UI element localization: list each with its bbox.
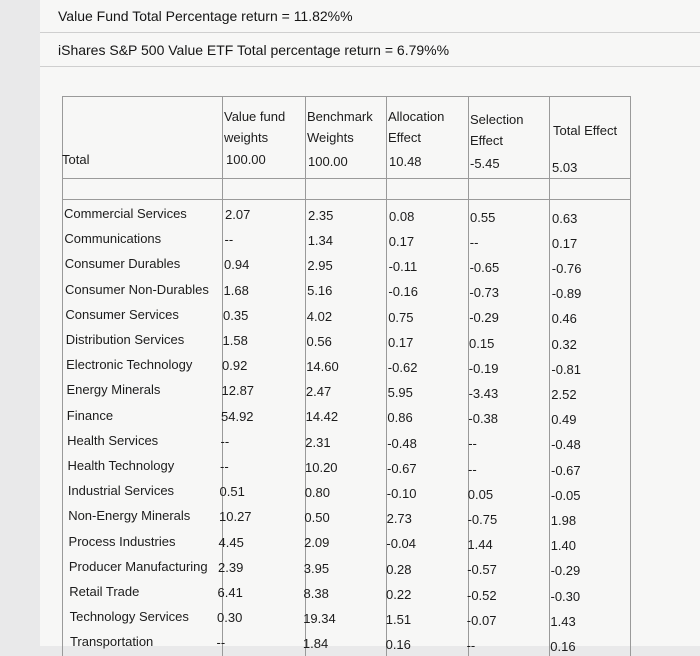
ishares-return: iShares S&P 500 Value ETF Total percentage return = 6.79%%	[58, 42, 450, 58]
total-label: Total	[62, 152, 90, 167]
benchmark-weight: 0.50	[304, 510, 330, 526]
selection-effect: 0.05	[467, 486, 494, 502]
selection-effect: -0.57	[467, 562, 497, 578]
sector-name: Consumer Durables	[64, 256, 181, 272]
allocation-effect: -0.10	[386, 485, 417, 501]
header-line: Effect	[388, 130, 422, 145]
benchmark-weight: 5.16	[307, 283, 333, 299]
selection-effect: --	[469, 234, 479, 250]
header-total-effect: Total Effect	[553, 123, 618, 138]
value-fund-weight: 6.41	[217, 584, 243, 600]
total-effect: 1.40	[550, 538, 576, 554]
total-allocation: 10.48	[389, 154, 422, 169]
benchmark-weight: 4.02	[306, 308, 333, 324]
value-fund-weight: 0.30	[217, 610, 243, 626]
benchmark-weight: 1.84	[302, 636, 329, 652]
total-effect: 0.49	[551, 412, 577, 428]
grid-row-line	[62, 96, 630, 97]
total-effect: -0.76	[551, 260, 582, 276]
total-effect: -0.05	[550, 487, 581, 503]
selection-effect: -0.07	[466, 612, 497, 628]
benchmark-weight: 14.60	[306, 359, 339, 374]
benchmark-weight: 2.09	[304, 535, 330, 551]
selection-effect: --	[468, 436, 477, 452]
allocation-effect: 0.86	[387, 410, 413, 426]
total-effect: -0.48	[551, 437, 581, 453]
benchmark-weight: 0.56	[306, 333, 332, 349]
allocation-effect: 0.22	[386, 586, 412, 602]
sector-name: Process Industries	[68, 533, 176, 549]
divider	[40, 66, 700, 67]
benchmark-weight: 2.31	[305, 434, 331, 450]
total-effect: -0.30	[550, 588, 581, 604]
header-line: Selection	[470, 112, 524, 127]
total-effect: 0.32	[551, 336, 577, 352]
value-fund-weight: 0.92	[222, 358, 248, 374]
sector-name: Consumer Non-Durables	[65, 281, 209, 297]
total-effect: 0.17	[551, 235, 578, 251]
value-fund-weight: --	[216, 635, 226, 651]
benchmark-weight: 2.35	[308, 207, 334, 223]
sector-name: Retail Trade	[69, 584, 140, 599]
selection-effect: --	[466, 638, 476, 653]
allocation-effect: 0.17	[388, 334, 414, 350]
benchmark-weight: 0.80	[304, 485, 330, 500]
allocation-effect: 2.73	[386, 511, 412, 527]
header-benchmark-weights	[307, 106, 373, 148]
total-effect: 2.52	[551, 386, 577, 402]
header-line: Allocation	[388, 109, 445, 124]
value-fund-weight: --	[224, 232, 234, 248]
grid-row-line	[62, 178, 630, 179]
selection-effect: -0.73	[469, 285, 500, 301]
value-fund-weight: 12.87	[221, 383, 255, 399]
total-effect: -0.81	[551, 361, 582, 377]
header-line: weights	[224, 130, 269, 145]
sector-name: Electronic Technology	[66, 357, 193, 373]
header-line: Weights	[307, 130, 354, 145]
allocation-effect: 0.16	[385, 637, 411, 653]
sector-name: Health Technology	[67, 458, 175, 473]
allocation-effect: 0.17	[388, 233, 415, 249]
total-effect: -0.29	[550, 563, 581, 579]
header-line: Benchmark	[307, 109, 373, 124]
value-fund-weight: 0.51	[219, 484, 245, 500]
header-allocation-effect	[388, 106, 444, 148]
sector-name: Commercial Services	[64, 206, 187, 221]
benchmark-weight: 19.34	[303, 611, 336, 626]
benchmark-weight: 2.47	[305, 384, 332, 400]
attribution-table	[62, 96, 630, 656]
sector-name: Finance	[66, 407, 114, 423]
value-fund-weight: 2.07	[225, 206, 251, 222]
value-fund-weight: 4.45	[218, 534, 244, 550]
benchmark-weight: 8.38	[303, 585, 329, 601]
grid-column-line	[62, 96, 63, 656]
allocation-effect: -0.16	[388, 284, 419, 300]
total-effect: -0.89	[551, 286, 582, 302]
header-line: Effect	[470, 133, 504, 148]
sector-name: Technology Services	[69, 609, 189, 625]
allocation-effect: 5.95	[387, 385, 413, 401]
selection-effect: -3.43	[468, 386, 499, 401]
sector-name: Non-Energy Minerals	[68, 508, 191, 524]
allocation-effect: -0.48	[387, 435, 417, 451]
value-fund-weight: 10.27	[219, 509, 252, 525]
selection-effect: -0.38	[468, 411, 499, 427]
total-effect: 1.98	[550, 512, 577, 528]
total-weights: 100.00	[226, 152, 266, 167]
grid-column-line	[630, 96, 631, 656]
divider	[40, 32, 700, 33]
header-line: Value fund	[224, 109, 286, 124]
value-fund-return: Value Fund Total Percentage return = 11.82%%	[58, 8, 353, 24]
allocation-effect: 0.75	[388, 309, 414, 325]
benchmark-weight: 1.34	[307, 233, 333, 248]
total-effect: 1.43	[550, 613, 576, 629]
sector-name: Distribution Services	[65, 332, 185, 347]
value-fund-weight: 54.92	[221, 408, 254, 424]
value-fund-weight: 2.39	[218, 559, 244, 575]
grid-row-line	[62, 199, 630, 200]
allocation-effect: -0.04	[386, 536, 417, 552]
allocation-effect: 0.08	[389, 208, 415, 224]
value-fund-weight: 0.94	[224, 257, 250, 273]
selection-effect: 1.44	[467, 537, 493, 553]
selection-effect: -0.29	[469, 310, 499, 326]
benchmark-weight: 14.42	[305, 409, 339, 425]
total-effect: 5.03	[552, 160, 578, 175]
selection-effect: --	[468, 461, 477, 477]
value-fund-weight: --	[220, 458, 229, 474]
allocation-effect: 0.28	[386, 561, 412, 577]
sector-name: Energy Minerals	[66, 382, 161, 398]
sector-name: Consumer Services	[65, 306, 179, 322]
selection-effect: -0.52	[467, 587, 497, 603]
value-fund-weight: --	[220, 433, 230, 449]
sector-name: Producer Manufacturing	[68, 558, 208, 574]
selection-effect: 0.55	[470, 209, 496, 225]
selection-effect: 0.15	[469, 335, 495, 351]
value-fund-weight: 0.35	[223, 307, 249, 323]
benchmark-weight: 2.95	[307, 258, 333, 274]
benchmark-weight: 10.20	[305, 459, 338, 475]
total-effect: 0.46	[551, 311, 577, 327]
benchmark-weight: 3.95	[303, 560, 330, 576]
selection-effect: -0.65	[469, 260, 500, 275]
value-fund-weight: 1.68	[223, 282, 249, 298]
total-effect: 0.16	[550, 638, 576, 654]
allocation-effect: -0.62	[387, 359, 418, 375]
header-value-fund-weights	[224, 106, 285, 148]
sector-name: Communications	[64, 231, 162, 247]
selection-effect: -0.75	[467, 512, 498, 527]
value-fund-weight: 1.58	[222, 332, 248, 348]
header-selection-effect	[470, 109, 523, 151]
allocation-effect: 1.51	[385, 611, 412, 627]
sector-name: Health Services	[67, 432, 159, 448]
total-selection: -5.45	[470, 156, 500, 171]
allocation-effect: -0.67	[387, 460, 417, 476]
total-benchmark: 100.00	[308, 154, 348, 169]
allocation-effect: -0.11	[388, 259, 418, 275]
sector-name: Transportation	[69, 634, 154, 650]
total-effect: 0.63	[552, 210, 578, 226]
sector-name: Industrial Services	[67, 483, 175, 499]
total-effect: -0.67	[551, 462, 581, 478]
selection-effect: -0.19	[468, 360, 499, 376]
